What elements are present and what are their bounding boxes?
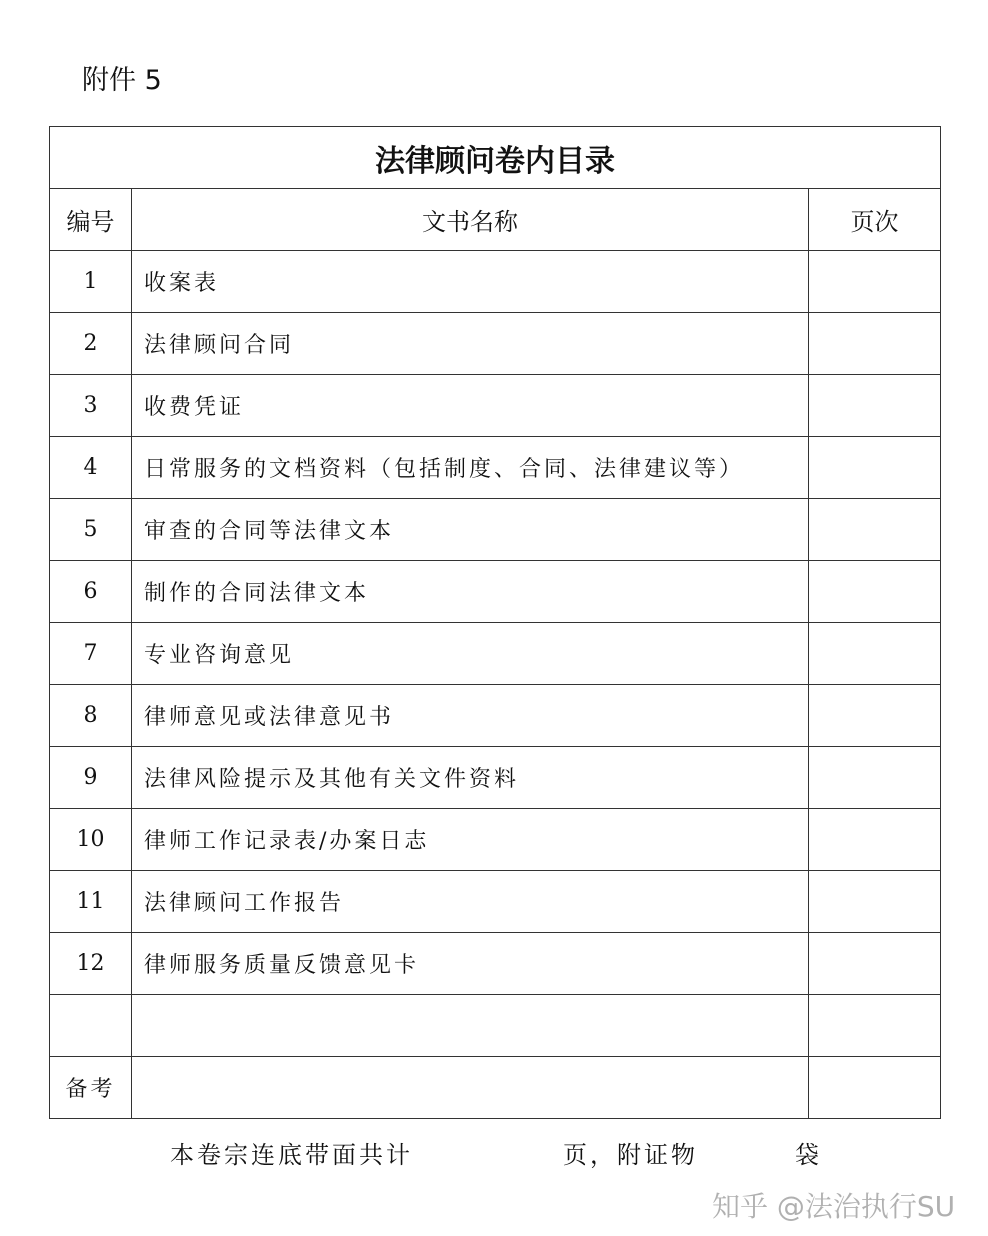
row-number: 6	[50, 561, 132, 623]
row-page	[809, 313, 941, 375]
table-row	[50, 375, 941, 437]
table-row	[50, 499, 941, 561]
row-page	[809, 561, 941, 623]
table-row	[50, 623, 941, 685]
remark-row	[50, 1057, 941, 1119]
footer-evidence-label: 页，附证物	[563, 1141, 698, 1169]
row-page	[809, 251, 941, 313]
row-document-name: 法律顾问合同	[132, 313, 809, 375]
table-row	[50, 561, 941, 623]
table-row	[50, 809, 941, 871]
row-number: 7	[50, 623, 132, 685]
row-document-name: 律师工作记录表/办案日志	[132, 809, 809, 871]
table-row	[50, 995, 941, 1057]
row-number: 9	[50, 747, 132, 809]
row-page	[809, 499, 941, 561]
remark-content	[132, 1057, 809, 1119]
row-page	[809, 437, 941, 499]
table-row	[50, 251, 941, 313]
row-number: 4	[50, 437, 132, 499]
row-page	[809, 995, 941, 1057]
remark-page	[809, 1057, 941, 1119]
row-number: 1	[50, 251, 132, 313]
footer-total-pages-label: 本卷宗连底带面共计	[170, 1141, 413, 1169]
catalog-table	[49, 126, 941, 1119]
table-row	[50, 747, 941, 809]
row-page	[809, 871, 941, 933]
row-document-name: 律师意见或法律意见书	[132, 685, 809, 747]
table-row	[50, 313, 941, 375]
row-document-name	[132, 995, 809, 1057]
row-page	[809, 747, 941, 809]
row-document-name: 法律风险提示及其他有关文件资料	[132, 747, 809, 809]
row-number: 11	[50, 871, 132, 933]
table-row	[50, 437, 941, 499]
row-page	[809, 623, 941, 685]
row-number: 5	[50, 499, 132, 561]
row-document-name: 制作的合同法律文本	[132, 561, 809, 623]
row-document-name: 律师服务质量反馈意见卡	[132, 933, 809, 995]
header-document-name: 文书名称	[132, 189, 809, 251]
row-document-name: 收案表	[132, 251, 809, 313]
table-row	[50, 685, 941, 747]
row-number: 12	[50, 933, 132, 995]
header-page: 页次	[809, 189, 941, 251]
row-document-name: 收费凭证	[132, 375, 809, 437]
row-document-name: 日常服务的文档资料（包括制度、合同、法律建议等）	[132, 437, 809, 499]
row-document-name: 审查的合同等法律文本	[132, 499, 809, 561]
table-title: 法律顾问卷内目录	[50, 127, 941, 189]
table-row	[50, 933, 941, 995]
row-document-name: 法律顾问工作报告	[132, 871, 809, 933]
row-page	[809, 375, 941, 437]
row-number: 2	[50, 313, 132, 375]
watermark: 知乎 @法治执行SU	[712, 1190, 956, 1223]
row-document-name: 专业咨询意见	[132, 623, 809, 685]
footer-bag-label: 袋	[795, 1141, 822, 1169]
remark-label: 备考	[50, 1057, 132, 1119]
header-number: 编号	[50, 189, 132, 251]
attachment-label: 附件 5	[82, 65, 162, 96]
row-page	[809, 933, 941, 995]
row-number	[50, 995, 132, 1057]
row-number: 8	[50, 685, 132, 747]
row-number: 10	[50, 809, 132, 871]
table-row	[50, 871, 941, 933]
row-number: 3	[50, 375, 132, 437]
row-page	[809, 809, 941, 871]
row-page	[809, 685, 941, 747]
